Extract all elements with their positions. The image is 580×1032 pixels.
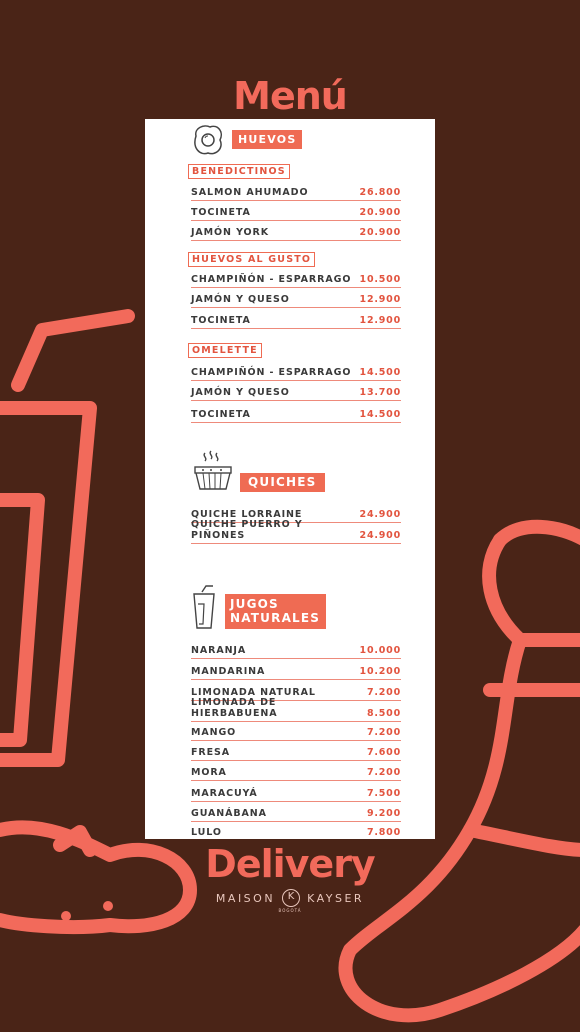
menu-item: FRESA 7.600	[191, 742, 401, 761]
section-label-huevos: HUEVOS	[232, 130, 302, 149]
juice-glass-icon	[191, 584, 217, 630]
menu-item: MANGO 7.200	[191, 722, 401, 741]
section-label-quiches: QUICHES	[240, 473, 325, 492]
quiche-icon	[191, 449, 235, 493]
menu-item: CHAMPIÑÓN - ESPARRAGO 10.500	[191, 269, 401, 288]
menu-item: SALMON AHUMADO 26.800	[191, 182, 401, 201]
menu-item: NARANJA 10.000	[191, 640, 401, 659]
menu-item: LULO 7.800	[191, 827, 401, 838]
menu-item: MORA 7.200	[191, 762, 401, 781]
group-label-omelette: OMELETTE	[188, 343, 262, 358]
section-label-jugos-naturales: JUGOS NATURALES	[225, 594, 326, 629]
brand-mark-icon: K	[282, 889, 300, 907]
group-label-benedictinos: BENEDICTINOS	[188, 164, 290, 179]
delivery-title: Delivery	[205, 842, 375, 886]
brand-subtitle: BOGOTÁ	[278, 908, 302, 913]
menu-item: MANDARINA 10.200	[191, 661, 401, 680]
menu-item: JAMÓN Y QUESO 12.900	[191, 289, 401, 308]
menu-item: TOCINETA 12.900	[191, 310, 401, 329]
menu-item: LIMONADA NATURAL 7.200	[191, 682, 401, 701]
fried-egg-icon	[190, 122, 226, 158]
brand-logo: MAISON K KAYSER	[215, 891, 365, 905]
menu-item: MARACUYÁ 7.500	[191, 783, 401, 802]
menu-item: TOCINETA 14.500	[191, 404, 401, 423]
page-title: Menú	[233, 74, 347, 118]
menu-item: CHAMPIÑÓN - ESPARRAGO 14.500	[191, 362, 401, 381]
menu-item: QUICHE PUERRO Y PIÑONES 24.900	[191, 525, 401, 544]
menu-item: JAMÓN Y QUESO 13.700	[191, 382, 401, 401]
drink-cup-icon	[0, 316, 128, 760]
menu-item: LIMONADA DE HIERBABUENA 8.500	[191, 703, 401, 722]
menu-item: GUANÁBANA 9.200	[191, 803, 401, 822]
menu-item: JAMÓN YORK 20.900	[191, 222, 401, 241]
menu-card	[145, 119, 435, 839]
menu-item: TOCINETA 20.900	[191, 202, 401, 221]
group-label-huevos-al-gusto: HUEVOS AL GUSTO	[188, 252, 315, 267]
menu-item: QUICHE LORRAINE 24.900	[191, 504, 401, 523]
